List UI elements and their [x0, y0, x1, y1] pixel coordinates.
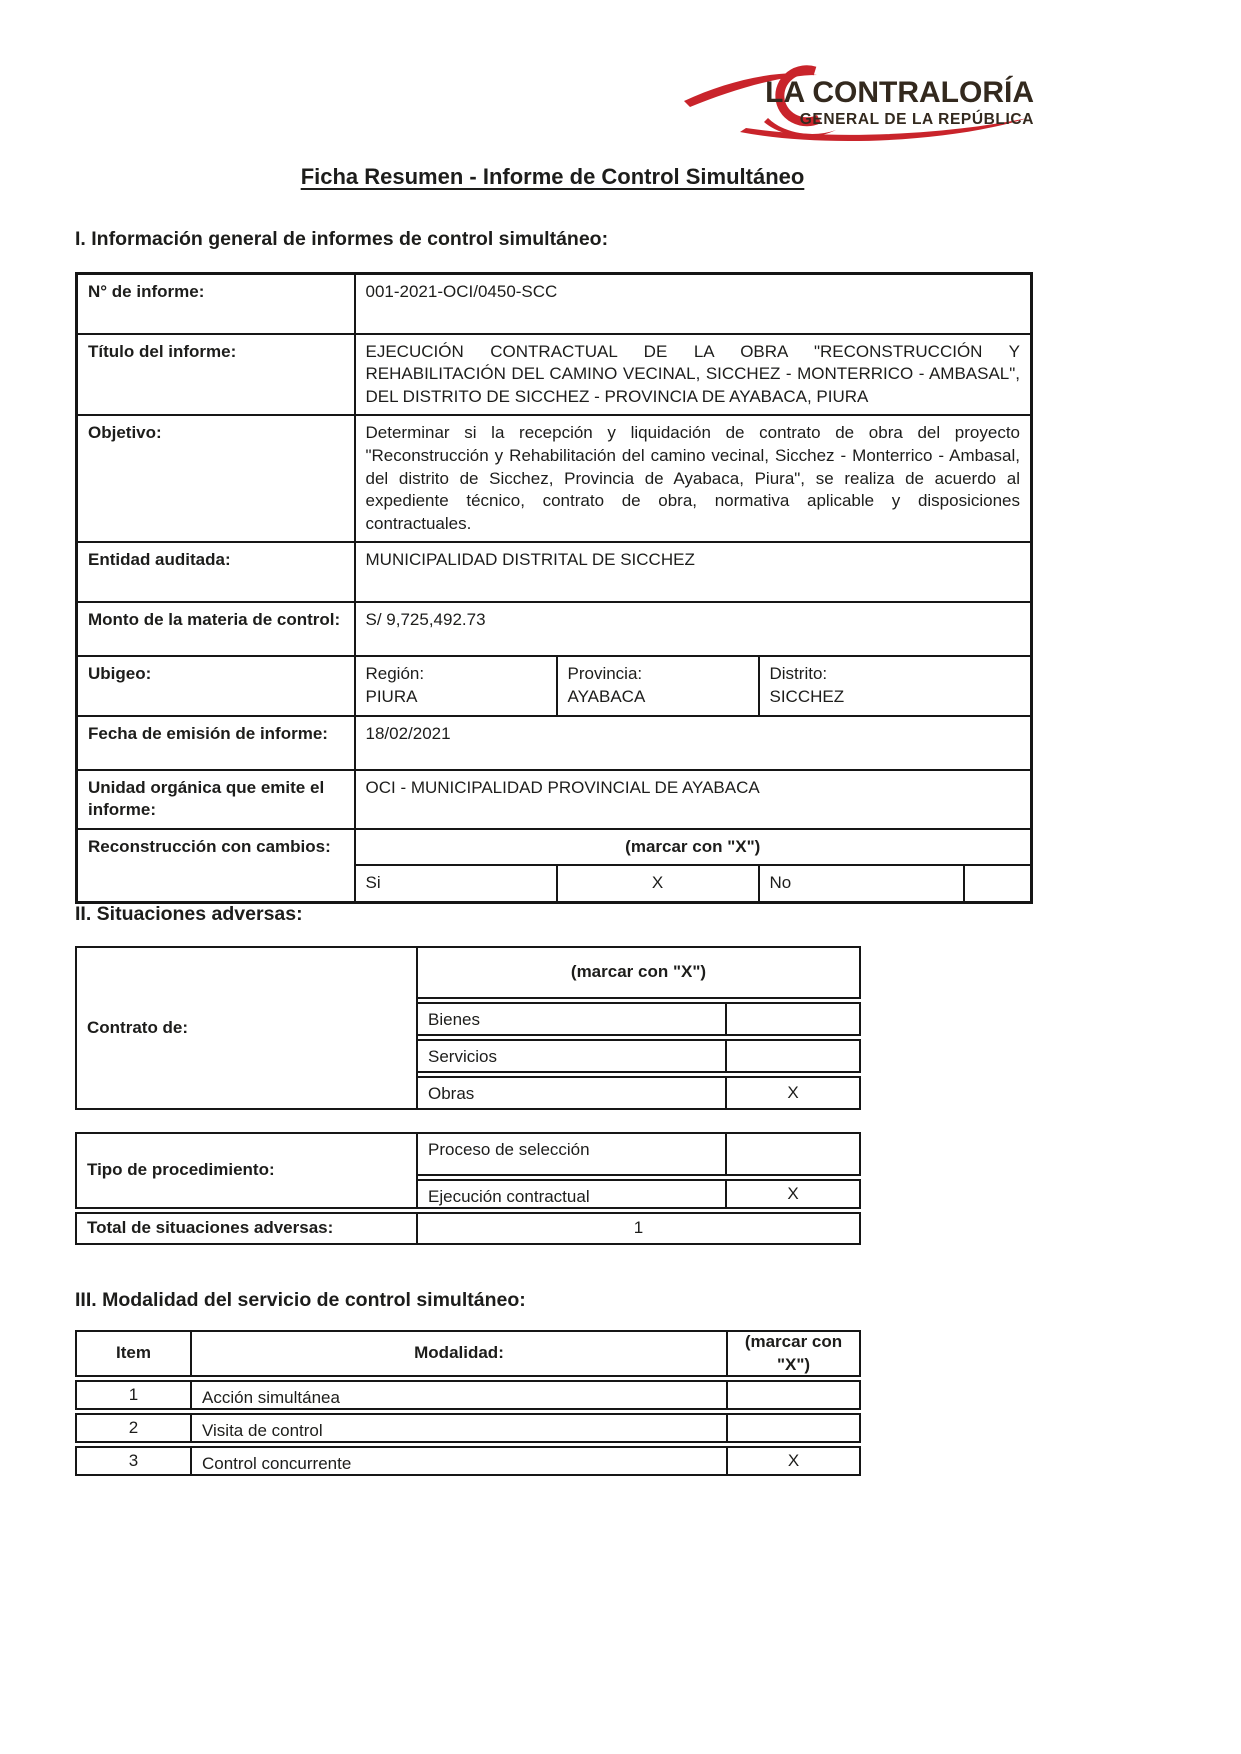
- si-mark-cell: X: [557, 865, 759, 902]
- table-row: [77, 770, 1032, 829]
- mark-cell: [725, 1132, 861, 1176]
- table-row: [77, 415, 1032, 542]
- table-row: [77, 829, 1032, 866]
- ubigeo-distrito-value: SICCHEZ: [769, 686, 845, 706]
- ubigeo-region-label: Región:: [365, 664, 425, 684]
- ubigeo-provincia-value: AYABACA: [567, 686, 646, 706]
- field-value: EJECUCIÓN CONTRACTUAL DE LA OBRA "RECONSTRUCCIÓN Y REHABILITACIÓN DEL CAMINO VECINAL, SICCHEZ - MONTERRICO - AMBASAL", DEL DISTRITO DE SICCHEZ - PROVINCIA DE AYABACA, PIURA: [355, 334, 1032, 416]
- option-label: Ejecución contractual: [416, 1179, 727, 1209]
- ubigeo-distrito-cell: [759, 656, 1032, 715]
- section2-heading: II. Situaciones adversas:: [75, 903, 303, 925]
- si-label-cell: Si: [355, 865, 557, 902]
- page-title: [75, 164, 1030, 190]
- field-label: Entidad auditada:: [77, 542, 355, 602]
- field-label: Fecha de emisión de informe:: [77, 716, 355, 770]
- field-label: Objetivo:: [77, 415, 355, 542]
- table-row: [77, 716, 1032, 770]
- total-value: 1: [416, 1212, 861, 1245]
- mark-cell: X: [725, 1076, 861, 1110]
- contrato-table: [75, 946, 861, 1110]
- table-row: [77, 334, 1032, 416]
- field-value: MUNICIPALIDAD DISTRITAL DE SICCHEZ: [355, 542, 1032, 602]
- marcar-header: (marcar con "X"): [355, 829, 1032, 866]
- section3-heading: III. Modalidad del servicio de control simultáneo:: [75, 1289, 526, 1311]
- ubigeo-distrito-label: Distrito:: [769, 664, 828, 684]
- field-label: Unidad orgánica que emite el informe:: [77, 770, 355, 829]
- column-header: Item: [75, 1330, 192, 1377]
- modalidad-table: [75, 1330, 861, 1476]
- field-label: Tipo de procedimiento:: [75, 1132, 418, 1209]
- option-label: Control concurrente: [190, 1446, 728, 1476]
- option-label: Acción simultánea: [190, 1380, 728, 1410]
- page-title-text: Ficha Resumen - Informe de Control Simultáneo: [300, 164, 805, 189]
- field-value: S/ 9,725,492.73: [355, 602, 1032, 656]
- item-number: 1: [75, 1380, 192, 1410]
- contraloria-logo-icon: [676, 60, 1038, 144]
- field-label: Monto de la materia de control:: [77, 602, 355, 656]
- table-row: [77, 274, 1032, 334]
- option-label: Obras: [416, 1076, 727, 1110]
- column-header: Modalidad:: [190, 1330, 728, 1377]
- no-label-cell: No: [759, 865, 964, 902]
- field-label: Ubigeo:: [77, 656, 355, 715]
- option-label: Servicios: [416, 1039, 727, 1073]
- procedimiento-table: [75, 1132, 861, 1245]
- ubigeo-region-cell: [355, 656, 557, 715]
- ubigeo-provincia-cell: [557, 656, 759, 715]
- field-label: N° de informe:: [77, 274, 355, 334]
- item-number: 2: [75, 1413, 192, 1443]
- table-row: [77, 656, 1032, 715]
- no-mark-cell: [964, 865, 1032, 902]
- general-info-table: [75, 272, 1033, 904]
- table-row: [77, 542, 1032, 602]
- mark-cell: [726, 1380, 861, 1410]
- svg-text:LA CONTRALORÍA: LA CONTRALORÍA: [765, 76, 1034, 109]
- total-label: Total de situaciones adversas:: [75, 1212, 418, 1245]
- mark-cell: [725, 1039, 861, 1073]
- marcar-header: (marcar con "X"): [416, 946, 861, 999]
- column-header: (marcar con "X"): [726, 1330, 861, 1377]
- field-label: Contrato de:: [75, 946, 418, 1110]
- field-value: OCI - MUNICIPALIDAD PROVINCIAL DE AYABACA: [355, 770, 1032, 829]
- table-row: [77, 602, 1032, 656]
- field-value: 001-2021-OCI/0450-SCC: [355, 274, 1032, 334]
- field-label: Reconstrucción con cambios:: [77, 829, 355, 903]
- field-value: Determinar si la recepción y liquidación de contrato de obra del proyecto "Reconstrucción y Rehabilitación del camino vecinal, Sicchez - Monterrico - Ambasal, del distrito de Sicchez, Provincia de Ayabaca, Piura", se realiza de acuerdo al expediente técnico, contrato de obra, normativa aplicable y disposiciones contractuales.: [355, 415, 1032, 542]
- option-label: Bienes: [416, 1002, 727, 1036]
- ubigeo-region-value: PIURA: [365, 686, 418, 706]
- contraloria-logo: [676, 60, 1038, 144]
- option-label: Visita de control: [190, 1413, 728, 1443]
- ubigeo-provincia-label: Provincia:: [567, 664, 643, 684]
- mark-cell: [726, 1413, 861, 1443]
- mark-cell: [725, 1002, 861, 1036]
- item-number: 3: [75, 1446, 192, 1476]
- option-label: Proceso de selección: [416, 1132, 727, 1176]
- section1-heading: I. Información general de informes de control simultáneo:: [75, 228, 609, 250]
- svg-text:GENERAL DE LA REPÚBLICA: GENERAL DE LA REPÚBLICA: [799, 111, 1034, 128]
- field-value: 18/02/2021: [355, 716, 1032, 770]
- field-label: Título del informe:: [77, 334, 355, 416]
- mark-cell: X: [726, 1446, 861, 1476]
- mark-cell: X: [725, 1179, 861, 1209]
